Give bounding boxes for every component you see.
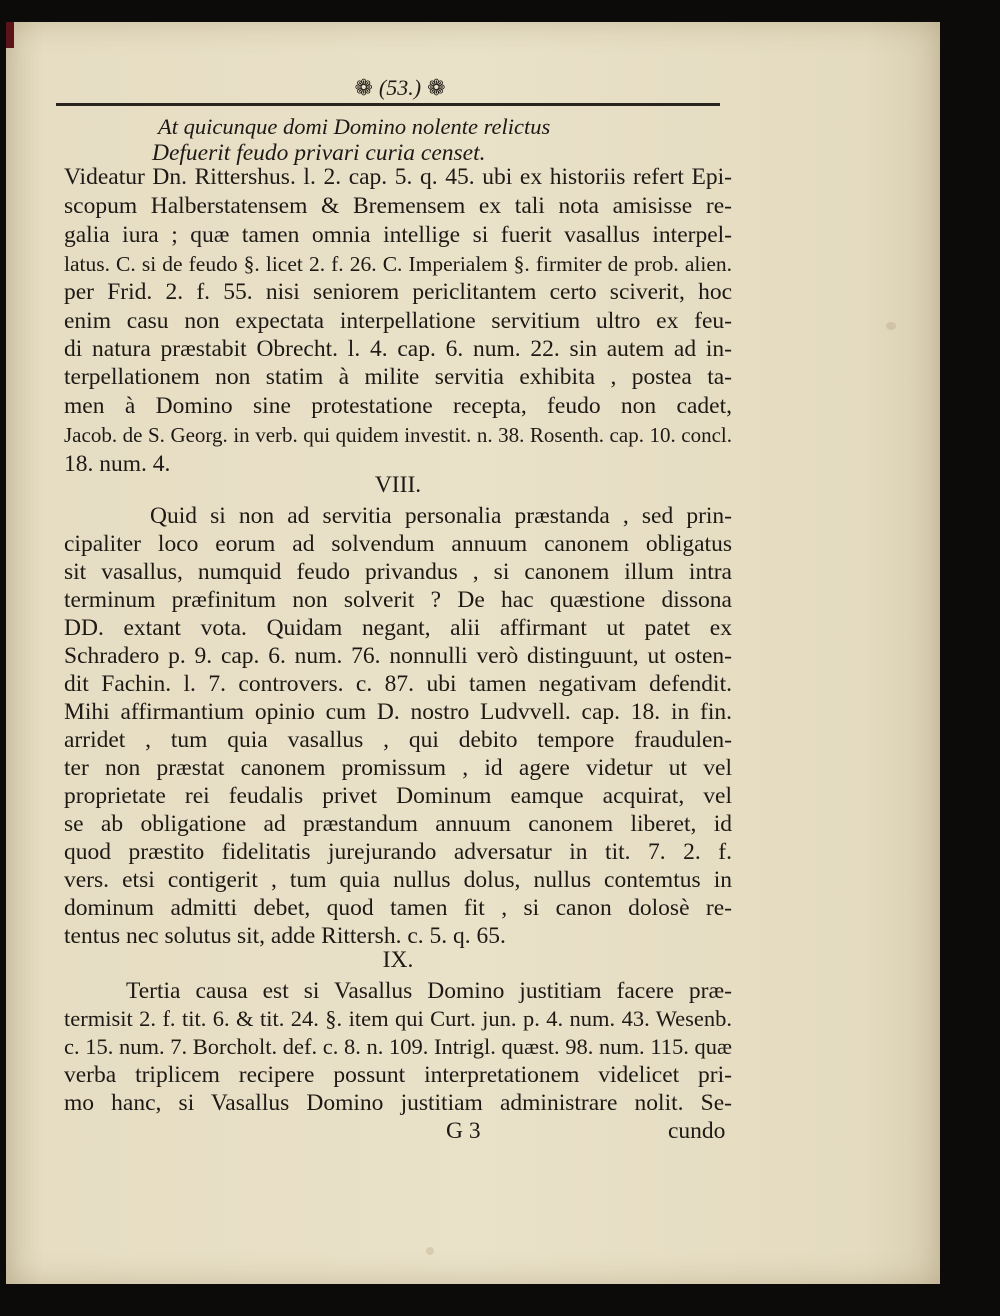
text-line: Quid si non ad servitia personalia præstanda , sed prin- (150, 503, 732, 529)
paper-stain (886, 322, 896, 330)
text-line: verba triplicem recipere possunt interpretationem videlicet pri- (64, 1062, 732, 1088)
verse-line: Defuerit feudo privari curia censet. (152, 140, 486, 166)
text-line: arridet , tum quia vasallus , qui debito tempore fraudulen- (64, 727, 732, 753)
text-line: dominum admitti debet, quod tamen fit , si canon dolosè re- (64, 895, 732, 921)
text-line: cipaliter loco eorum ad solvendum annuum canonem obligatus (64, 531, 732, 557)
page-edge-mark (6, 22, 14, 48)
text-line: Videatur Dn. Rittershus. l. 2. cap. 5. q. 45. ubi ex historiis refert Epi- (64, 164, 732, 190)
text-line: per Frid. 2. f. 55. nisi seniorem periclitantem certo sciverit, hoc (64, 279, 732, 305)
text-line: terpellationem non statim à milite servitia exhibita , postea ta- (64, 364, 732, 390)
text-line: quod præstito fidelitatis jurejurando adversatur in tit. 7. 2. f. (64, 839, 732, 865)
text-line: galia iura ; quæ tamen omnia intellige si fuerit vasallus interpel- (64, 222, 732, 248)
header-rule (56, 103, 720, 106)
text-line: DD. extant vota. Quidam negant, alii affirmant ut patet ex (64, 615, 732, 641)
text-line: Jacob. de S. Georg. in verb. qui quidem investit. n. 38. Rosenth. cap. 10. concl. (64, 423, 732, 447)
text-line: terminum præfinitum non solverit ? De hac quæstione dissona (64, 587, 732, 613)
text-line: tentus nec solutus sit, adde Rittersh. c. 5. q. 65. (64, 923, 506, 949)
text-line: scopum Halberstatensem & Bremensem ex tali nota amisisse re- (64, 193, 732, 219)
text-line: vers. etsi contigerit , tum quia nullus dolus, nullus contemtus in (64, 867, 732, 893)
running-header (330, 70, 470, 106)
text-line: dit Fachin. l. 7. controvers. c. 87. ubi tamen negativam defendit. (64, 671, 732, 697)
text-line: latus. C. si de feudo §. licet 2. f. 26. C. Imperialem §. firmiter de prob. alien. (64, 252, 732, 276)
page-number: (53.) (378, 75, 422, 100)
text-line: di natura præstabit Obrecht. l. 4. cap. 6. num. 22. sin autem ad in- (64, 336, 732, 362)
text-line: Mihi affirmantium opinio cum D. nostro Ludvvell. cap. 18. in fin. (64, 699, 732, 725)
text-line: 18. num. 4. (64, 451, 171, 477)
catchword: cundo (668, 1118, 726, 1144)
text-line: enim casu non expectata interpellatione servitium ultro ex feu- (64, 308, 732, 334)
text-line: Tertia causa est si Vasallus Domino justitiam facere præ- (126, 978, 732, 1004)
text-line: se ab obligatione ad præstandum annuum canonem liberet, id (64, 811, 732, 837)
verse-line: At quicunque domi Domino nolente relictus (158, 114, 551, 139)
signature-mark: G 3 (446, 1118, 481, 1144)
text-line: Schradero p. 9. cap. 6. num. 76. nonnulli verò distinguunt, ut osten- (64, 643, 732, 669)
text-line: men à Domino sine protestatione recepta, feudo non cadet, (64, 393, 732, 419)
text-line: proprietate rei feudalis privet Dominum eamque acquirat, vel (64, 783, 732, 809)
section-number: IX. (382, 947, 414, 973)
text-line: termisit 2. f. tit. 6. & tit. 24. §. item qui Curt. jun. p. 4. num. 43. Wesenb. (64, 1006, 732, 1031)
text-line: c. 15. num. 7. Borcholt. def. c. 8. n. 109. Intrigl. quæst. 98. num. 115. quæ (64, 1034, 732, 1059)
section-number: VIII. (374, 472, 422, 498)
text-line: sit vasallus, numquid feudo privandus , si canonem illum intra (64, 559, 732, 585)
text-line: ter non præstat canonem promissum , id agere videtur ut vel (64, 755, 732, 781)
text-line: mo hanc, si Vasallus Domino justitiam administrare nolit. Se- (64, 1090, 732, 1116)
flower-ornament-icon: ❁ (354, 75, 373, 100)
flower-ornament-icon: ❁ (427, 75, 446, 100)
paper-stain (426, 1247, 434, 1255)
